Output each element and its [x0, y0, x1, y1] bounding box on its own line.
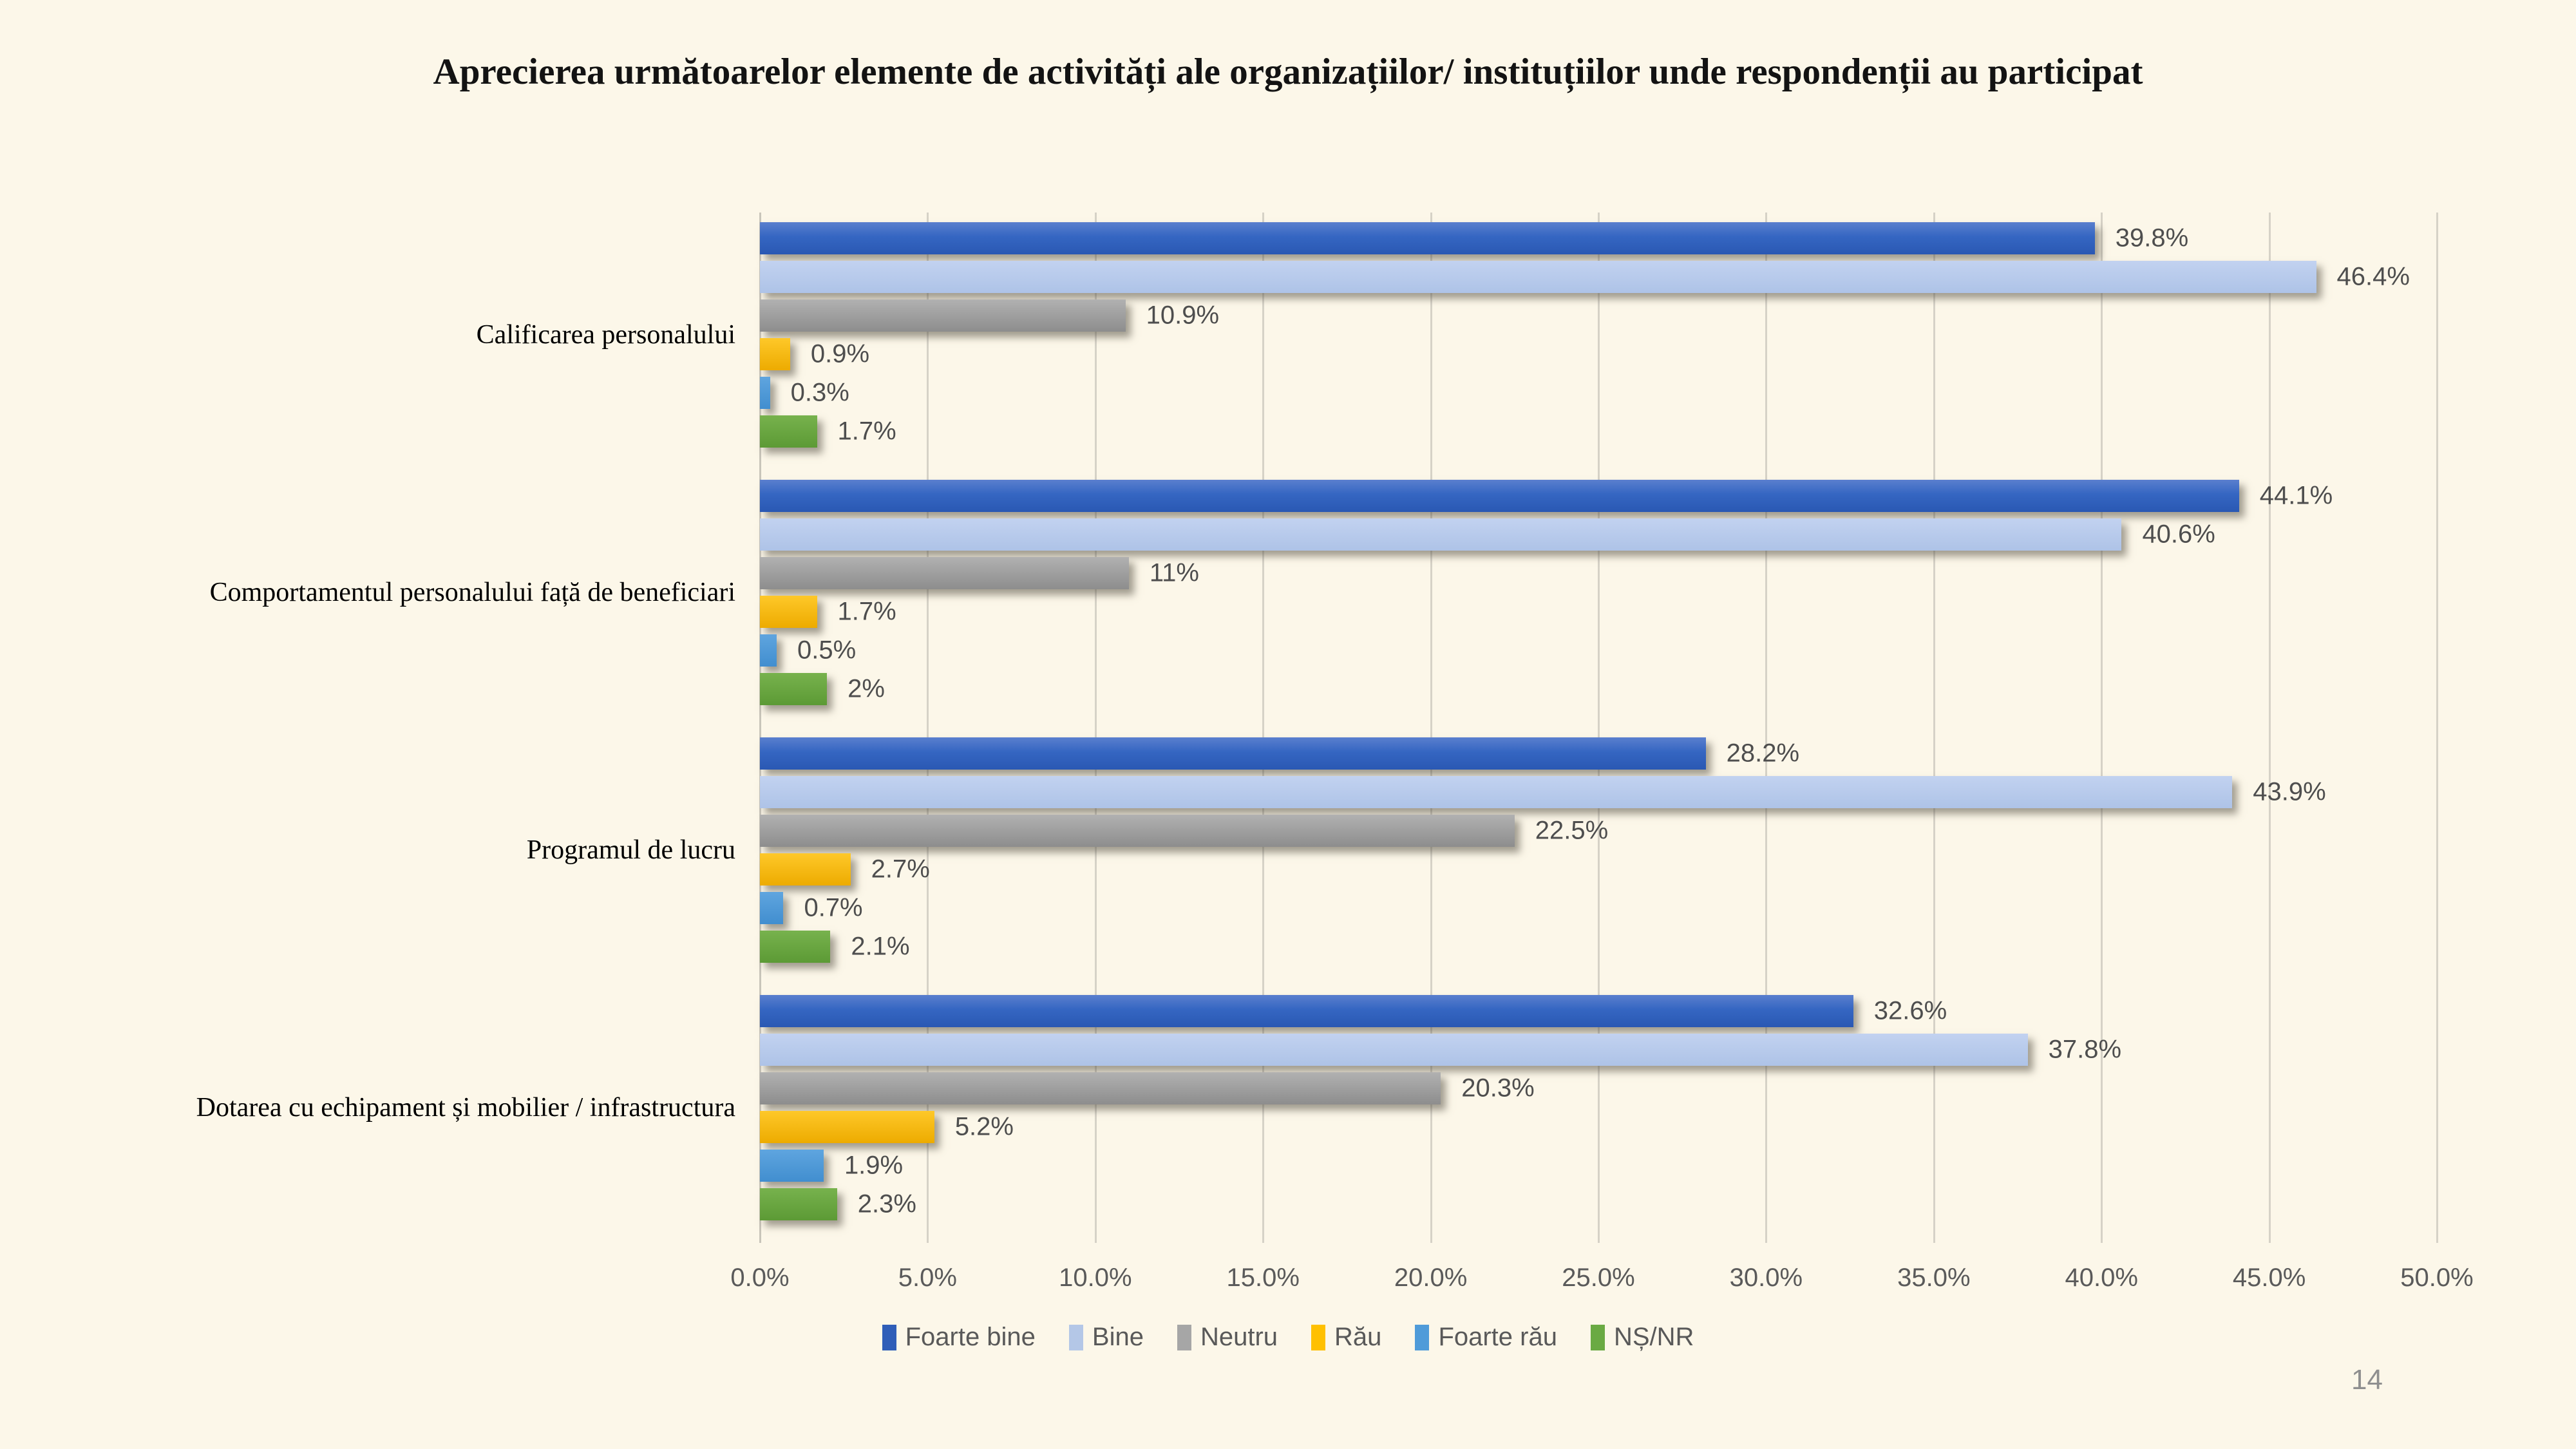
legend-marker-icon: [1311, 1325, 1325, 1350]
category-label-0: Calificarea personalului: [476, 320, 735, 350]
data-label-s5-c1: 2%: [848, 674, 885, 703]
x-tick-label-1: 5.0%: [898, 1264, 957, 1292]
category-axis: [0, 213, 735, 1243]
legend-marker-icon: [1415, 1325, 1429, 1350]
data-label-s3-c2: 2.7%: [871, 855, 930, 884]
bar-s3-c0: [760, 338, 790, 370]
data-label-s2-c2: 22.5%: [1535, 816, 1609, 845]
bar-s3-c3: [760, 1111, 934, 1143]
value-axis: [730, 1264, 2474, 1302]
x-tick-label-9: 45.0%: [2232, 1264, 2306, 1292]
category-label-2: Programul de lucru: [526, 835, 735, 865]
legend-marker-icon: [1069, 1325, 1083, 1350]
data-label-s0-c0: 39.8%: [2115, 223, 2189, 252]
bar-s0-c0: [760, 222, 2095, 254]
gridline-30pct: [1765, 213, 1767, 1243]
bar-s1-c3: [760, 1034, 2028, 1066]
category-label-1: Comportamentul personalului față de beneficiari: [209, 578, 735, 607]
legend-item-4: [1415, 1323, 1557, 1352]
data-label-s1-c3: 37.8%: [2048, 1035, 2122, 1064]
gridline-40pct: [2101, 213, 2103, 1243]
x-tick-label-0: 0.0%: [730, 1264, 790, 1292]
legend-marker-icon: [1591, 1325, 1605, 1350]
bar-s3-c1: [760, 596, 817, 628]
data-label-s3-c0: 0.9%: [810, 339, 870, 368]
legend-label-4: Foarte rău: [1438, 1323, 1557, 1351]
data-label-s0-c2: 28.2%: [1726, 739, 1800, 768]
page-number: 14: [2351, 1364, 2383, 1396]
data-label-s0-c3: 32.6%: [1873, 996, 1947, 1025]
bar-s5-c0: [760, 415, 817, 448]
data-label-s4-c0: 0.3%: [790, 378, 849, 407]
bar-s4-c3: [760, 1150, 824, 1182]
data-label-s0-c1: 44.1%: [2259, 481, 2333, 510]
x-tick-label-3: 15.0%: [1226, 1264, 1300, 1292]
bar-s0-c2: [760, 737, 1706, 770]
data-label-s3-c3: 5.2%: [954, 1112, 1014, 1141]
data-label-s4-c1: 0.5%: [797, 636, 857, 665]
x-tick-label-8: 40.0%: [2065, 1264, 2138, 1292]
bar-s4-c1: [760, 634, 777, 667]
legend-label-1: Bine: [1092, 1323, 1144, 1351]
bar-s1-c2: [760, 776, 2232, 808]
x-tick-label-2: 10.0%: [1059, 1264, 1132, 1292]
x-tick-label-4: 20.0%: [1394, 1264, 1468, 1292]
chart-title: Aprecierea următoarelor elemente de activități ale organizațiilor/ instituțiilor unde respondenții au participat: [433, 52, 2143, 92]
legend-marker-icon: [882, 1325, 896, 1350]
legend-item-0: [882, 1323, 1036, 1352]
legend-item-5: [1591, 1323, 1694, 1352]
bar-s5-c1: [760, 673, 827, 705]
data-label-s5-c3: 2.3%: [857, 1189, 916, 1218]
x-tick-label-7: 35.0%: [1897, 1264, 1971, 1292]
bar-s2-c3: [760, 1072, 1441, 1104]
bar-s1-c1: [760, 518, 2121, 551]
bar-s0-c1: [760, 480, 2239, 512]
gridline-50pct: [2436, 213, 2438, 1243]
gridline-35pct: [1933, 213, 1935, 1243]
data-label-s5-c0: 1.7%: [837, 417, 896, 446]
data-label-s3-c1: 1.7%: [837, 597, 896, 626]
bar-s2-c0: [760, 299, 1126, 332]
bar-s2-c2: [760, 815, 1515, 847]
legend-label-0: Foarte bine: [905, 1323, 1036, 1351]
legend-label-3: Rău: [1334, 1323, 1382, 1351]
legend-label-2: Neutru: [1200, 1323, 1278, 1351]
plot-area: [760, 213, 2437, 1243]
data-label-s2-c3: 20.3%: [1461, 1074, 1535, 1103]
data-label-s2-c1: 11%: [1149, 558, 1199, 587]
x-tick-label-6: 30.0%: [1729, 1264, 1803, 1292]
bar-s3-c2: [760, 853, 851, 886]
legend-marker-icon: [1177, 1325, 1191, 1350]
legend: [0, 1323, 2576, 1352]
gridline-45pct: [2269, 213, 2271, 1243]
bar-s1-c0: [760, 261, 2316, 293]
data-label-s2-c0: 10.9%: [1146, 301, 1220, 330]
legend-label-5: NȘ/NR: [1613, 1323, 1694, 1351]
bar-s0-c3: [760, 995, 1853, 1027]
bar-s2-c1: [760, 557, 1129, 589]
bar-s4-c2: [760, 892, 783, 924]
legend-item-1: [1069, 1323, 1144, 1352]
data-label-s1-c1: 40.6%: [2142, 520, 2215, 549]
bar-s5-c3: [760, 1188, 837, 1220]
x-tick-label-10: 50.0%: [2400, 1264, 2474, 1292]
legend-item-3: [1311, 1323, 1381, 1352]
data-label-s4-c2: 0.7%: [804, 893, 863, 922]
data-label-s1-c0: 46.4%: [2336, 262, 2410, 291]
data-label-s4-c3: 1.9%: [844, 1151, 904, 1180]
bar-s4-c0: [760, 377, 770, 409]
x-tick-label-5: 25.0%: [1562, 1264, 1635, 1292]
legend-item-2: [1177, 1323, 1278, 1352]
category-label-3: Dotarea cu echipament și mobilier / infrastructura: [196, 1093, 735, 1122]
gridline-25pct: [1598, 213, 1600, 1243]
data-label-s1-c2: 43.9%: [2253, 777, 2326, 806]
data-label-s5-c2: 2.1%: [851, 932, 910, 961]
bar-s5-c2: [760, 931, 830, 963]
